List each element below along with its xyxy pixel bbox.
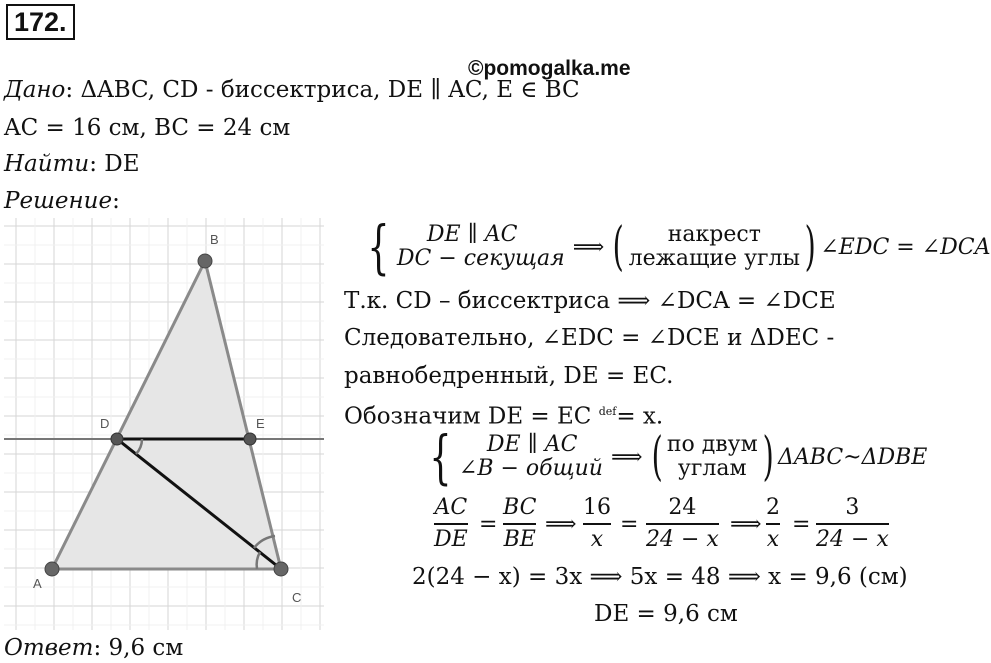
step1-result: ∠EDC = ∠DCA <box>820 234 991 260</box>
frac-bc-be: BC BE <box>503 495 537 552</box>
problem-number: 172. <box>6 4 75 40</box>
implies-arrow-2: ⟹ <box>610 444 643 470</box>
solution-heading <box>4 187 120 215</box>
answer-text: : 9,6 см <box>93 635 184 661</box>
label-e: E <box>256 416 265 431</box>
step1-sys-2: DC − секущая <box>396 246 565 271</box>
eq-2: = <box>620 512 639 537</box>
point-a <box>45 562 59 576</box>
step6-sys-1: DE ∥ AC <box>486 432 578 457</box>
step6: { DE ∥ AC ∠B − общий ⟹ ( по двум углам ) ΔABC~ΔDBE <box>429 423 928 491</box>
step1-paren-2: лежащие углы <box>628 246 801 271</box>
step4: равнобедренный, DE = EC. <box>344 363 674 389</box>
step6-result: ΔABC~ΔDBE <box>778 444 928 470</box>
frac-24-24x: 24 24 − x <box>646 495 719 552</box>
label-b: B <box>210 232 219 247</box>
label-c: C <box>292 590 302 605</box>
step1-sys-1: DE ∥ AC <box>426 222 518 247</box>
step5-text: Обозначим DE = EC <box>344 403 599 430</box>
step5-end: = x. <box>616 403 664 430</box>
implies-3: ⟹ <box>545 512 577 537</box>
step3: Следовательно, ∠EDC = ∠DCE и ΔDEC - <box>344 325 835 351</box>
result-line: DE = 9,6 см <box>594 601 738 627</box>
find-text: : DE <box>89 151 140 177</box>
answer-line <box>4 634 183 662</box>
find-line <box>4 150 140 178</box>
find-label: Найти <box>4 151 90 177</box>
step1: { DE ∥ AC DC − секущая ⟹ ( накрест лежащие углы ) ∠EDC = ∠DCA <box>367 213 991 281</box>
point-b <box>198 254 212 268</box>
watermark: ©pomogalka.me <box>468 57 631 80</box>
point-e <box>244 433 256 445</box>
triangle-abc <box>52 261 281 569</box>
given-text: : ΔABC, CD - биссектриса, DE ∥ AC, E ∈ BC <box>65 77 580 103</box>
point-c <box>274 562 288 576</box>
eq-3: = <box>792 512 811 537</box>
equation-line: 2(24 − x) = 3x ⟹ 5x = 48 ⟹ x = 9,6 (см) <box>412 564 908 590</box>
given-line <box>4 76 580 104</box>
given-values: AC = 16 см, BC = 24 см <box>4 115 291 141</box>
frac-2-x: 2 x <box>766 495 780 552</box>
step6-sys-2: ∠B − общий <box>458 456 603 481</box>
implies-arrow: ⟹ <box>572 234 605 260</box>
frac-ac-de: AC DE <box>434 495 468 552</box>
frac-16-x: 16 x <box>583 495 611 552</box>
step6-paren-1: по двум <box>666 432 758 457</box>
curly-brace: { <box>367 213 390 281</box>
eq-1: = <box>479 512 498 537</box>
step1-paren-1: накрест <box>667 222 761 247</box>
answer-label: Ответ <box>4 635 94 661</box>
triangle-figure <box>4 218 324 630</box>
label-d: D <box>100 416 110 431</box>
step6-paren-2: углам <box>677 456 747 481</box>
point-d <box>111 433 123 445</box>
frac-3-24x: 3 24 − x <box>816 495 889 552</box>
def-mark: def <box>598 405 617 418</box>
solution-colon: : <box>112 188 120 214</box>
step5 <box>344 398 663 431</box>
label-a: A <box>33 576 42 591</box>
given-label: Дано <box>4 77 66 103</box>
implies-4: ⟹ <box>730 512 762 537</box>
solution-label: Решение <box>4 188 113 214</box>
step2: Т.к. CD – биссектриса ⟹ ∠DCA = ∠DCE <box>344 288 836 314</box>
